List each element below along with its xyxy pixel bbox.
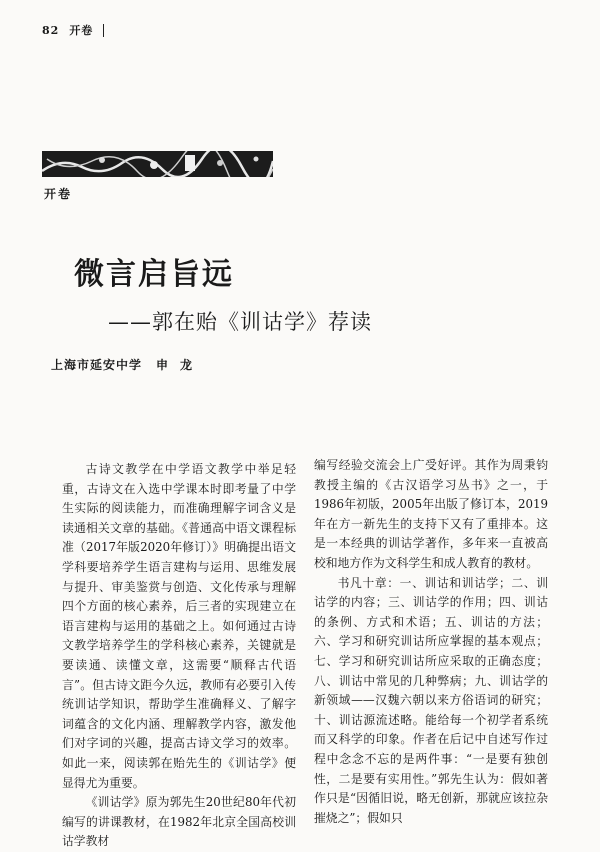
page-header <box>42 22 104 38</box>
section-label: 开卷 <box>44 187 73 201</box>
author-name: 申龙 <box>156 358 205 372</box>
author-affiliation: 上海市延安中学 <box>51 358 143 372</box>
right-column <box>314 456 548 828</box>
byline <box>51 356 204 373</box>
paragraph: 编写经验交流会上广受好评。其作为周秉钧教授主编的《古汉语学习丛书》之一，于1986年初版，2005年出版了修订本，2019年在方一新先生的支持下又有了重排本。这是一本经典的训诂学著作，多年来一直被高校和地方作为文科学生和成人教育的教材。 <box>314 458 548 570</box>
paragraph: 书凡十章：一、训诂和训诂学；二、训诂学的内容；三、训诂学的作用；四、训诂的条例、方式和术语；五、训诂的方法；六、学习和研究训诂所应掌握的基本观点；七、学习和研究训诂所应采取的正确态度；八、训诂中常见的几种弊病；九、训诂学的新领域——汉魏六朝以来方俗语词的研究；十、训诂源流述略。能给每一个初学者系统而又科学的印象。作者在后记中自述写作过程中念念不忘的是两件事：“一是要有独创性，二是要有实用性。”郭先生认为：假如著作只是“因循旧说，略无创新，那就应该拉杂摧烧之”；假如只 <box>314 575 548 825</box>
article-subtitle: ——郭在贻《训诂学》荐读 <box>108 310 372 334</box>
paragraph: 古诗文教学在中学语文教学中举足轻重，古诗文在入选中学课本时即考量了中学生实际的阅读能力，而准确理解字词含义是读通相关文章的基础。《普通高中语文课程标准（2017年版2020年修订）》明确提出语文学科要培养学生语言建构与运用、思维发展与提升、审美鉴赏与创造、文化传承与理解四个方面的核心素养，后三者的实现建立在语言建构与运用的基础之上。如何通过古诗文教学培养学生的学科核心素养，关键就是要读通、读懂文章，这需要“顺释古代语言”。但古诗文距今久远，教师有必要引入传统训诂学知识，帮助学生准确释义、了解字词蕴含的文化内涵、理解教学内容，激发他们对字词的兴趣，提高古诗文学习的效率。如此一来，阅读郭在贻先生的《训诂学》便显得尤为重要。 <box>62 462 296 790</box>
article-title: 微言启旨远 <box>74 257 234 292</box>
header-divider <box>103 24 104 37</box>
left-column <box>62 460 296 852</box>
page-number: 82 <box>42 23 60 37</box>
journal-name: 开卷 <box>69 24 94 37</box>
paragraph: 《训诂学》原为郭先生20世纪80年代初编写的讲课教材，在1982年北京全国高校训诂学教材 <box>62 795 296 849</box>
section-banner-image <box>42 151 273 177</box>
